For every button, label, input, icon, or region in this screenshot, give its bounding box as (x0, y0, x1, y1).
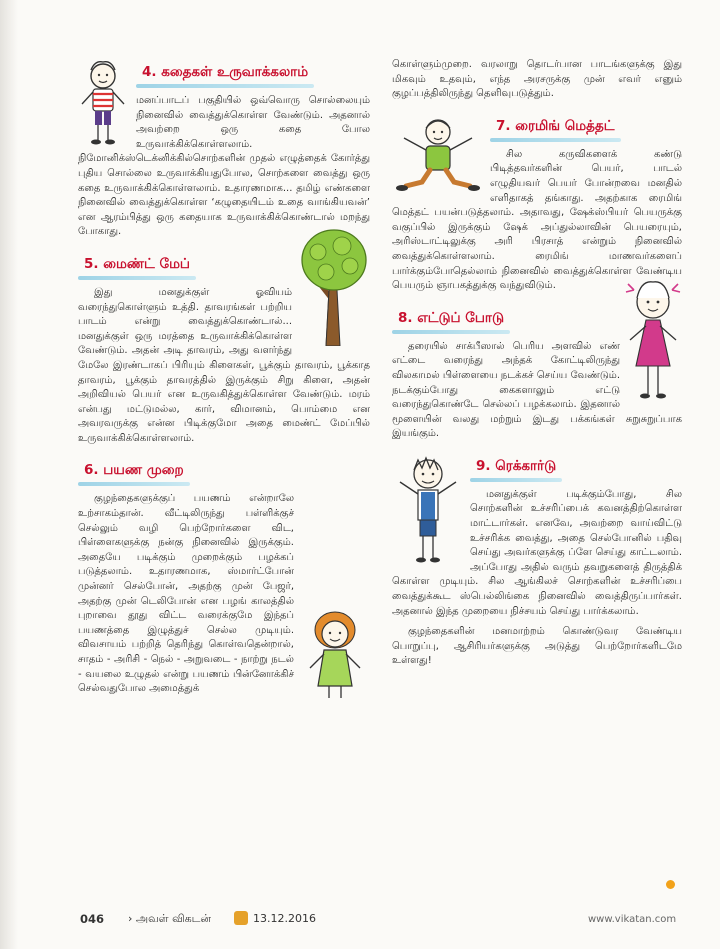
section-9-text: மனதுக்குள் படிக்கும்போது, சில சொற்களின் உச்சரிப்பைக் கவனத்திற்கொள்ள மாட்டார்கள். எனவே, அவற்றை வாய்விட்டு உச்சரிக்க வைத்து, அதை செல்போனில் பதிவு செய்து அவர்களுக்கு ப்ளே செய்து காட்டலாம். அப்போது அதில் வரும் தவறுகளைத் திருத்திக் கொள்ள முடியும். சில ஆங்கிலச் சொற்களின் உச்சரிப்பை வைத்துக்கூட ஸ்பெல்லிங்கை நினைவில் வைத்திருப்பார்கள். அதனால் இந்த முறையை நிச்சயம் செய்து பார்க்கலாம். (392, 488, 682, 617)
girl-dress-doodle-icon (624, 276, 682, 404)
section-7-text: சில கருவிகளைக் கண்டு பிடித்தவர்களின் பெயர், பாடல் எழுதியவர் பெயர் போன்றவை மனதில் எளிதாகத் தங்காது. அதற்காக ரைமிங் மெத்தட் பயன்படுத்தலாம். அதாவது, ஷேக்ஸ்பியர் பெயருக்கு வகுப்பில் இருக்கும் ஷேக் அப்துல்லாவின் பெயரையும், அரிஸ்டாட்டிலுக்கு அரி பிரசாத் என்றும் நினைவில் வைத்துக்கொள்ளலாம். ரைமிங் மாணவர்களைப் பார்க்கும்போதெல்லாம் நினைவில் வைத்துக்கொள்ள வேண்டிய பெயரும் ஞாபகத்துக்கு வந்துவிடும். (392, 148, 682, 292)
girl-doodle-icon (300, 606, 370, 702)
section-5 (78, 250, 370, 447)
end-marker-dot (666, 880, 675, 889)
section-8-text: தரையில் சாக்பீஸால் பெரிய அளவில் எண் எட்டை வரைந்து அந்தக் கோட்டிலிருந்து விலகாமல் பிள்ளையை நடக்கச் செய்ய வேண்டும். நடக்கும்போது கைகளாலும் எட்டு வரைந்துகொண்டே செல்லப் பழக்கலாம். இதனால் மூளையின் வலது மற்றும் இடது பக்கங்கள் சுறுசுறுப்பாக இயங்கும். (392, 340, 682, 440)
page-edge-shadow (0, 0, 18, 949)
section-6 (78, 456, 370, 696)
left-column (78, 58, 370, 707)
tree-doodle-icon (298, 228, 370, 346)
page-number: 046 (80, 912, 105, 926)
section-4-text: மனப்பாடப் பகுதியில் ஒவ்வொரு சொல்லையும் நினைவில் வைத்துக்கொள்ள வேண்டும். அதனால் அவற்றை ஒரு கதை போல உருவாக்கிக்கொள்ளலாம். நிமோனிக்ஸ்டெக்னிக்கில்சொற்களின் முதல் எழுத்தைக் கோர்த்து புதிய சொல்லை உருவாக்கியதுபோல, சொற்களை வைத்து ஒரு கதை உருவாக்கிக்கொள்ளலாம். உதாரணமாக... தமிழ் எண்களை நினைவில் வைத்துக்கொள்ள ‘கழுதையிடம் உதை வாங்கியவன்’ என ஆரம்பித்து ஒரு கதையாக உருவாக்கிக்கொண்டால் மறந்து போகாது. (78, 95, 370, 238)
right-column (392, 58, 682, 679)
section-4-heading: 4. கதைகள் உருவாக்கலாம் (136, 62, 314, 88)
section-6-continued (392, 58, 682, 102)
jumping-kid-doodle-icon (392, 112, 484, 202)
section-6-continued-text: கொள்ளும்முறை. வரலாறு தொடர்பான பாடங்களுக்கு இது மிகவும் உதவும், எந்த அரசருக்கு முன் எவர் எனும் குழப்பத்திலிருந்து தெளிவுபடுத்தும். (392, 59, 682, 100)
boy-waving-doodle-icon (392, 452, 464, 568)
section-6-heading: 6. பயண முறை (78, 460, 190, 486)
section-7 (392, 112, 682, 294)
section-5-text: இது மனதுக்குள் ஓவியம் வரைந்துகொள்ளும் உத்தி. தாவரங்கள் பற்றிய பாடம் என்று வைத்துக்கொண்டால்... மனதுக்குள் ஒரு மரத்தை உருவாக்கிக்கொள்ள வேண்டும். அதன் அடி தாவரம், அது வளர்ந்து மேலே இரண்டாகப் பிரியும் கிளைகள், பூக்கும் தாவரம், பூக்காத தாவரம், பூக்கும் தாவரத்தில் இருக்கும் சிறு கிளை, அதன் அறிவியல் பெயர் என உருவகித்துக்கொள்ள வேண்டும். மரம் என்பது மட்டுமல்ல, கார், விமானம், பொம்மை என அவரவருக்கு என்ன பிடிக்குமோ அதை மைண்ட் மேப்பில் உருவாக்கிக்கொள்ளலாம். (78, 286, 370, 444)
section-9-heading: 9. ரெக்கார்டு (470, 456, 562, 482)
website-link[interactable]: www.vikatan.com (588, 914, 677, 925)
boy-doodle-icon (78, 58, 128, 148)
section-8 (392, 304, 682, 442)
section-4 (78, 58, 370, 240)
section-7-heading: 7. ரைமிங் மெத்தட் (490, 116, 621, 142)
magazine-name: › அவள் விகடன் (128, 912, 212, 925)
section-9 (392, 452, 682, 669)
section-9-closing-text: குழந்தைகளின் மனமாற்றம் கொண்டுவர வேண்டிய பொறுப்பு, ஆசிரியர்களுக்கு அடுத்து பெற்றோர்களிடமே உள்ளது! (392, 626, 682, 667)
section-8-heading: 8. எட்டுப் போடு (392, 308, 510, 334)
section-5-heading: 5. மைண்ட் மேப் (78, 254, 196, 280)
section-6-text: குழந்தைகளுக்குப் பயணம் என்றாலே உற்சாகம்தான். வீட்டிலிருந்து பள்ளிக்குச் செல்லும் வழி பெற்றோர்களை விட, பிள்ளைகளுக்கு நன்கு நினைவில் இருக்கும். அதையே படிக்கும் முறைக்கும் பழக்கப் படுத்தலாம். உதாரணமாக, ஸ்மார்ட்போன் முன்னர் செல்போன், அதற்கு முன் பேஜர், அதற்கு முன் டெலிபோன் என பழங் காலத்தில் புறாவை தூது விட்ட வரைக்குமே இந்தப் பயணத்தை இழுத்துச் செல்ல முடியும். விவசாயம் பற்றித் தெரிந்து கொள்வதென்றால், சாதம் - அரிசி - நெல் - அறுவடை - நாற்று நடல் - வயலை உழுதல் என்று பயணம் பின்னோக்கிச் செல்வதுபோல அமைத்துக் (78, 493, 294, 695)
issue-date: 13.12.2016 (253, 912, 316, 925)
vikatan-logo-icon (234, 911, 248, 925)
